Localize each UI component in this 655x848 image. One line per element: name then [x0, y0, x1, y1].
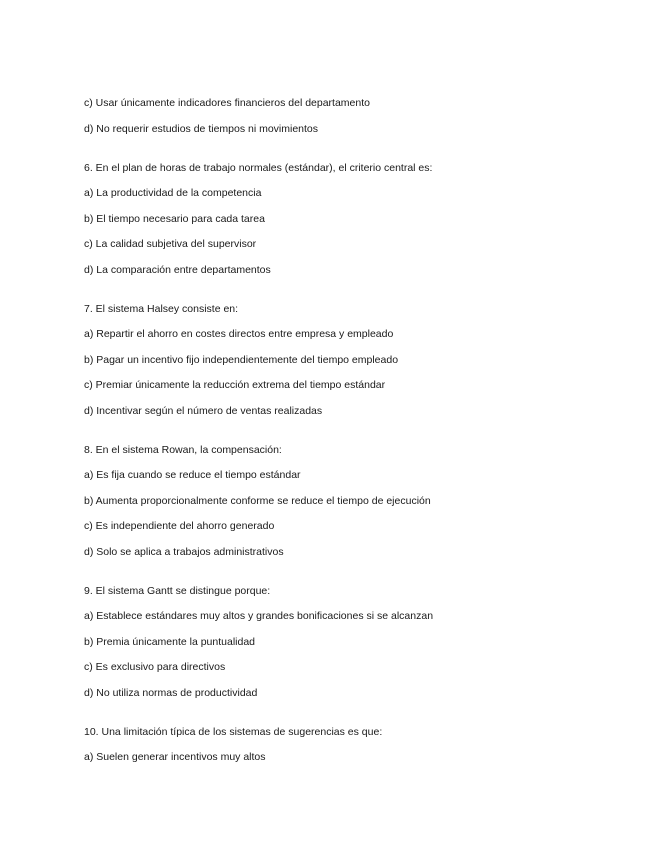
- question-6-option-c: c) La calidad subjetiva del supervisor: [84, 238, 257, 250]
- question-9-option-c: c) Es exclusivo para directivos: [84, 661, 226, 673]
- question-6-option-b: b) El tiempo necesario para cada tarea: [84, 213, 265, 225]
- question-9-option-b: b) Premia únicamente la puntualidad: [84, 636, 256, 648]
- question-7-option-b: b) Pagar un incentivo fijo independientemente del tiempo empleado: [84, 354, 399, 366]
- question-7-option-d: d) Incentivar según el número de ventas realizadas: [84, 405, 323, 417]
- question-6: 6. En el plan de horas de trabajo normales (estándar), el criterio central es:: [84, 162, 433, 174]
- question-10-option-a: a) Suelen generar incentivos muy altos: [84, 751, 266, 763]
- option-c-prev-question: c) Usar únicamente indicadores financieros del departamento: [84, 97, 370, 109]
- question-9-option-a: a) Establece estándares muy altos y grandes bonificaciones si se alcanzan: [84, 610, 434, 622]
- question-7-option-c: c) Premiar únicamente la reducción extrema del tiempo estándar: [84, 379, 386, 391]
- question-9-option-d: d) No utiliza normas de productividad: [84, 687, 258, 699]
- question-9: 9. El sistema Gantt se distingue porque:: [84, 585, 271, 597]
- question-6-option-a: a) La productividad de la competencia: [84, 187, 262, 199]
- question-7: 7. El sistema Halsey consiste en:: [84, 303, 239, 315]
- question-8-option-c: c) Es independiente del ahorro generado: [84, 520, 275, 532]
- option-d-prev-question: d) No requerir estudios de tiempos ni movimientos: [84, 123, 319, 135]
- question-8-option-a: a) Es fija cuando se reduce el tiempo estándar: [84, 469, 301, 481]
- question-8-option-d: d) Solo se aplica a trabajos administrativos: [84, 546, 284, 558]
- question-6-option-d: d) La comparación entre departamentos: [84, 264, 271, 276]
- question-8-option-b: b) Aumenta proporcionalmente conforme se reduce el tiempo de ejecución: [84, 495, 431, 507]
- question-8: 8. En el sistema Rowan, la compensación:: [84, 444, 282, 456]
- question-10: 10. Una limitación típica de los sistemas de sugerencias es que:: [84, 726, 383, 738]
- question-7-option-a: a) Repartir el ahorro en costes directos entre empresa y empleado: [84, 328, 394, 340]
